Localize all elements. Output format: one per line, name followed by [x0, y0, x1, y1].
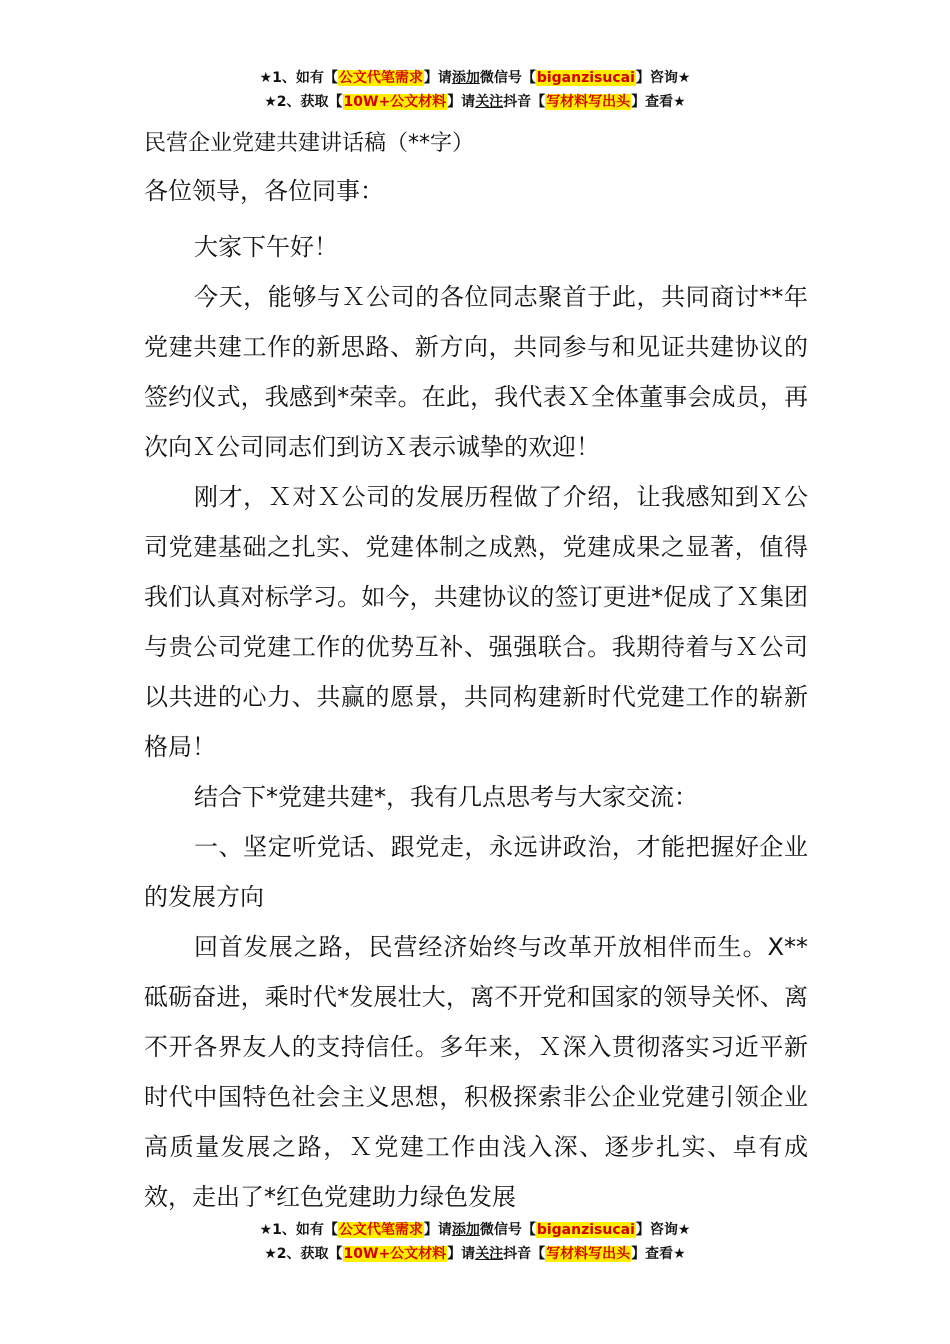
paragraph: 回首发展之路，民营经济始终与改革开放相伴而生。X**砥砺奋进，乘时代*发展壮大，离不开党和国家的领导关怀、离不开各界友人的支持信任。多年来，Ｘ深入贯彻落实习近平新时代中国特色社会主义思想，积极探索非公企业党建引领企业高质量发展之路，Ｘ党建工作由浅入深、逐步扎实、卓有成效，走出了*红色党建助力绿色发展 — [144, 933, 808, 1211]
highlight-douyin: 写材料写出头 — [546, 94, 631, 110]
highlight-service: 公文代笔需求 — [338, 1222, 423, 1238]
highlight-materials: 10W+公文材料 — [343, 94, 447, 110]
top-banner — [0, 66, 950, 114]
highlight-materials: 10W+公文材料 — [343, 1246, 447, 1262]
paragraph: 今天，能够与Ｘ公司的各位同志聚首于此，共同商讨**年党建共建工作的新思路、新方向，共同参与和见证共建协议的签约仪式，我感到*荣幸。在此，我代表Ｘ全体董事会成员，再次向Ｘ公司同志们到访Ｘ表示诚挚的欢迎！ — [144, 283, 808, 461]
salutation: 各位领导，各位同事： — [144, 177, 384, 205]
paragraph: 大家下午好！ — [194, 233, 338, 261]
document-title: 民营企业党建共建讲话稿（**字） — [144, 131, 475, 156]
bottom-banner — [0, 1218, 950, 1266]
document-body — [144, 127, 808, 1222]
banner-line-2: ★2、获取【10W+公文材料】请关注抖音【写材料写出头】查看★ — [264, 1246, 686, 1262]
highlight-douyin: 写材料写出头 — [546, 1246, 631, 1262]
paragraph: 结合下*党建共建*，我有几点思考与大家交流： — [194, 783, 698, 811]
highlight-wechat-id: biganzisucai — [536, 1222, 635, 1238]
banner-line-1: ★1、如有【公文代笔需求】请添加微信号【biganzisucai】咨询★ — [259, 1222, 691, 1238]
section-heading: 一、坚定听党话、跟党走，永远讲政治，才能把握好企业的发展方向 — [144, 833, 808, 911]
banner-line-1: ★1、如有【公文代笔需求】请添加微信号【biganzisucai】咨询★ — [259, 70, 691, 86]
banner-line-2: ★2、获取【10W+公文材料】请关注抖音【写材料写出头】查看★ — [264, 94, 686, 110]
paragraph: 刚才，Ｘ对Ｘ公司的发展历程做了介绍，让我感知到Ｘ公司党建基础之扎实、党建体制之成熟，党建成果之显著，值得我们认真对标学习。如今，共建协议的签订更进*促成了Ｘ集团与贵公司党建工作的优势互补、强强联合。我期待着与Ｘ公司以共进的心力、共赢的愿景，共同构建新时代党建工作的崭新格局！ — [144, 483, 808, 761]
highlight-wechat-id: biganzisucai — [536, 70, 635, 86]
highlight-service: 公文代笔需求 — [338, 70, 423, 86]
